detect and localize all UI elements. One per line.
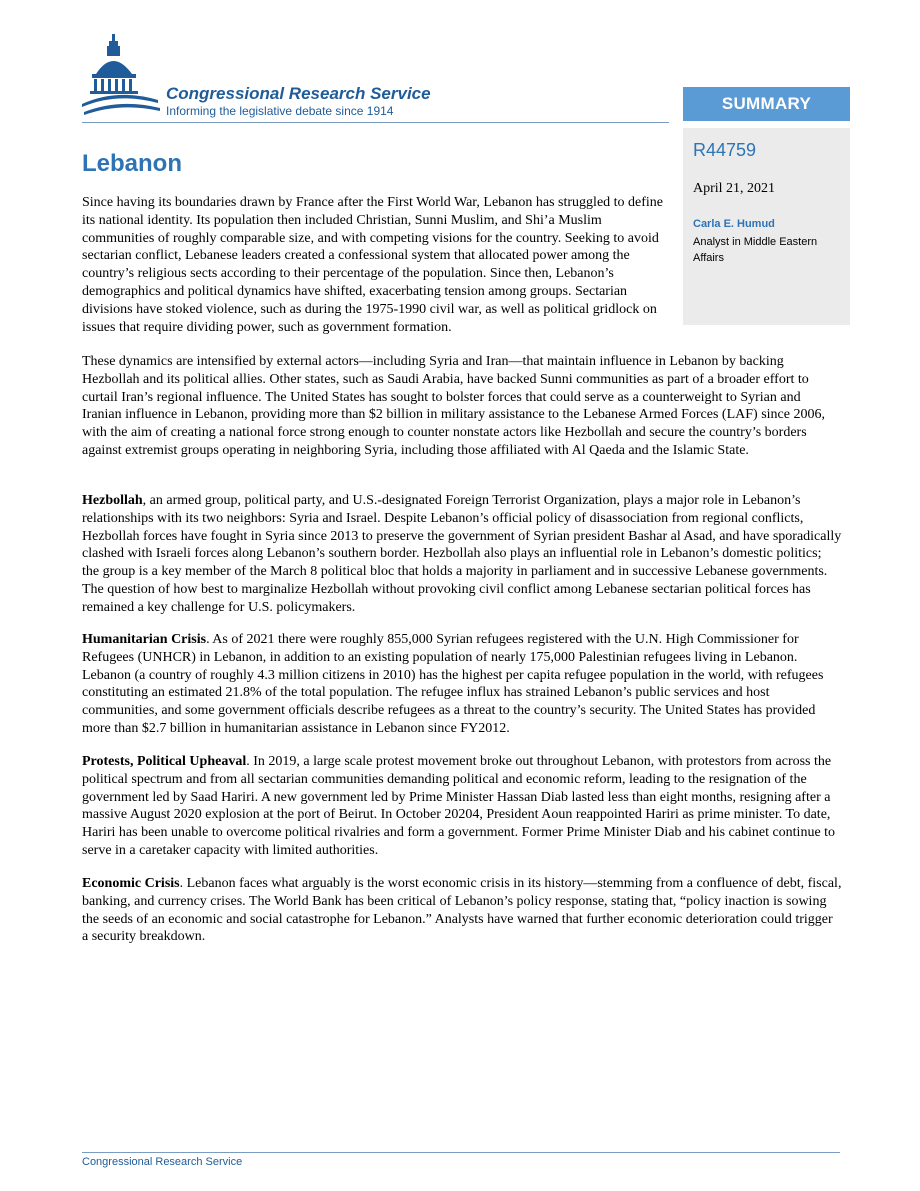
summary-label: SUMMARY bbox=[683, 87, 850, 121]
summary-side-panel bbox=[683, 128, 850, 325]
author-role: Analyst in Middle Eastern Affairs bbox=[693, 236, 818, 264]
economic-paragraph bbox=[82, 875, 842, 946]
hezbollah-text: , an armed group, political party, and U.S.-designated Foreign Terrorist Organization, plays a major role in Lebanon’s relationships with its two neighbors: Syria and Israel. Despite Lebanon’s official policy of disassociation from regional conflicts, Hezbollah forces have fought in Syria since 2013 to preserve the government of Syrian president Bashar al Asad, and have sporadically clashed with Israeli forces along Lebanon’s southern border. Hezbollah also plays an influential role in Lebanon’s domestic politics; the group is a key member of the March 8 political bloc that holds a majority in parliament and in successive Lebanese governments. The question of how best to marginalize Hezbollah without provoking civil conflict among Lebanese sectarian political forces has remained a key challenge for U.S. policymakers. bbox=[82, 493, 842, 615]
org-name: Congressional Research Service bbox=[166, 84, 431, 103]
intro-paragraph: Since having its boundaries drawn by France after the First World War, Lebanon has struggled to define its national identity. Its population then included Christian, Sunni Muslim, and Shi’a Muslim communities of roughly comparable size, and with competing visions for the country. Seeking to avoid sectarian conflict, Lebanese leaders created a confessional system that allocated power among the country’s religious sects according to their percentage of the population. Since then, Lebanon’s demographics and political dynamics have shifted, exacerbating tension among groups. Sectarian divisions have stoked violence, such as during the 1975-1990 civil war, as well as political gridlock on issues that require dividing power, such as government formation. bbox=[82, 195, 664, 335]
crs-logo bbox=[82, 34, 482, 124]
report-date: April 21, 2021 bbox=[693, 181, 776, 196]
header-divider bbox=[82, 122, 669, 123]
footer-divider bbox=[82, 1152, 840, 1153]
humanitarian-paragraph bbox=[82, 631, 842, 738]
capitol-dome-icon bbox=[82, 34, 162, 124]
external-actors-paragraph: These dynamics are intensified by external actors—including Syria and Iran—that maintain influence in Lebanon by backing Hezbollah and its political allies. Other states, such as Saudi Arabia, have backed Sunni communities as part of a broader effort to curtail Iran’s regional influence. The United States has sought to bolster forces that could serve as a counterweight to Syrian and Iranian influence in Lebanon, providing more than $2 billion in military assistance to the Lebanese Armed Forces (LAF) since 2006, with the aim of creating a national force strong enough to counter nonstate actors like Hezbollah and secure the country’s borders against extremist groups operating in neighboring Syria, including those affiliated with Al Qaeda and the Islamic State. bbox=[82, 354, 825, 458]
humanitarian-heading: Humanitarian Crisis bbox=[82, 632, 207, 647]
report-number: R44759 bbox=[693, 140, 757, 160]
hezbollah-heading: Hezbollah bbox=[82, 493, 143, 508]
author-name[interactable]: Carla E. Humud bbox=[693, 218, 775, 230]
org-tagline: Informing the legislative debate since 1914 bbox=[166, 104, 394, 118]
protests-heading: Protests, Political Upheaval bbox=[82, 754, 247, 769]
page-title: Lebanon bbox=[82, 150, 182, 177]
humanitarian-text: . As of 2021 there were roughly 855,000 Syrian refugees registered with the U.N. High Commissioner for Refugees (UNHCR) in Lebanon, in addition to an existing population of nearly 175,000 Palestinian refugees living in Lebanon. Lebanon (a country of roughly 4.3 million citizens in 2010) has the highest per capita refugee population in the world, with refugees constituting an estimated 21.8% of the total population. The refugee influx has strained Lebanon’s public services and host communities, and some government officials describe refugees as a threat to the country’s security. The United States has provided more than $2.7 billion in humanitarian assistance in Lebanon since FY2012. bbox=[82, 632, 824, 736]
footer-label: Congressional Research Service bbox=[82, 1156, 243, 1168]
economic-text: . Lebanon faces what arguably is the worst economic crisis in its history—stemming from a confluence of debt, fiscal, banking, and currency crises. The World Bank has been critical of Lebanon’s policy response, stating that, “policy inaction is sowing the seeds of an economic and social catastrophe for Lebanon.” Analysts have warned that further economic deterioration could trigger a security breakdown. bbox=[82, 876, 842, 945]
hezbollah-paragraph bbox=[82, 492, 842, 617]
protests-text: . In 2019, a large scale protest movement broke out throughout Lebanon, with protestors from across the political spectrum and from all sectarian communities demanding political and economic reform, leading to the resignation of the government led by Saad Hariri. A new government led by Prime Minister Hassan Diab lasted less than eight months, resigning after a massive August 2020 explosion at the port of Beirut. In October 20204, President Aoun reappointed Hariri as prime minister. To date, Hariri has been unable to overcome political rivalries and form a government. Former Prime Minister Diab and his cabinet continue to serve in a caretaker capacity with limited authorities. bbox=[82, 754, 836, 858]
economic-heading: Economic Crisis bbox=[82, 876, 180, 891]
protests-paragraph bbox=[82, 753, 842, 860]
